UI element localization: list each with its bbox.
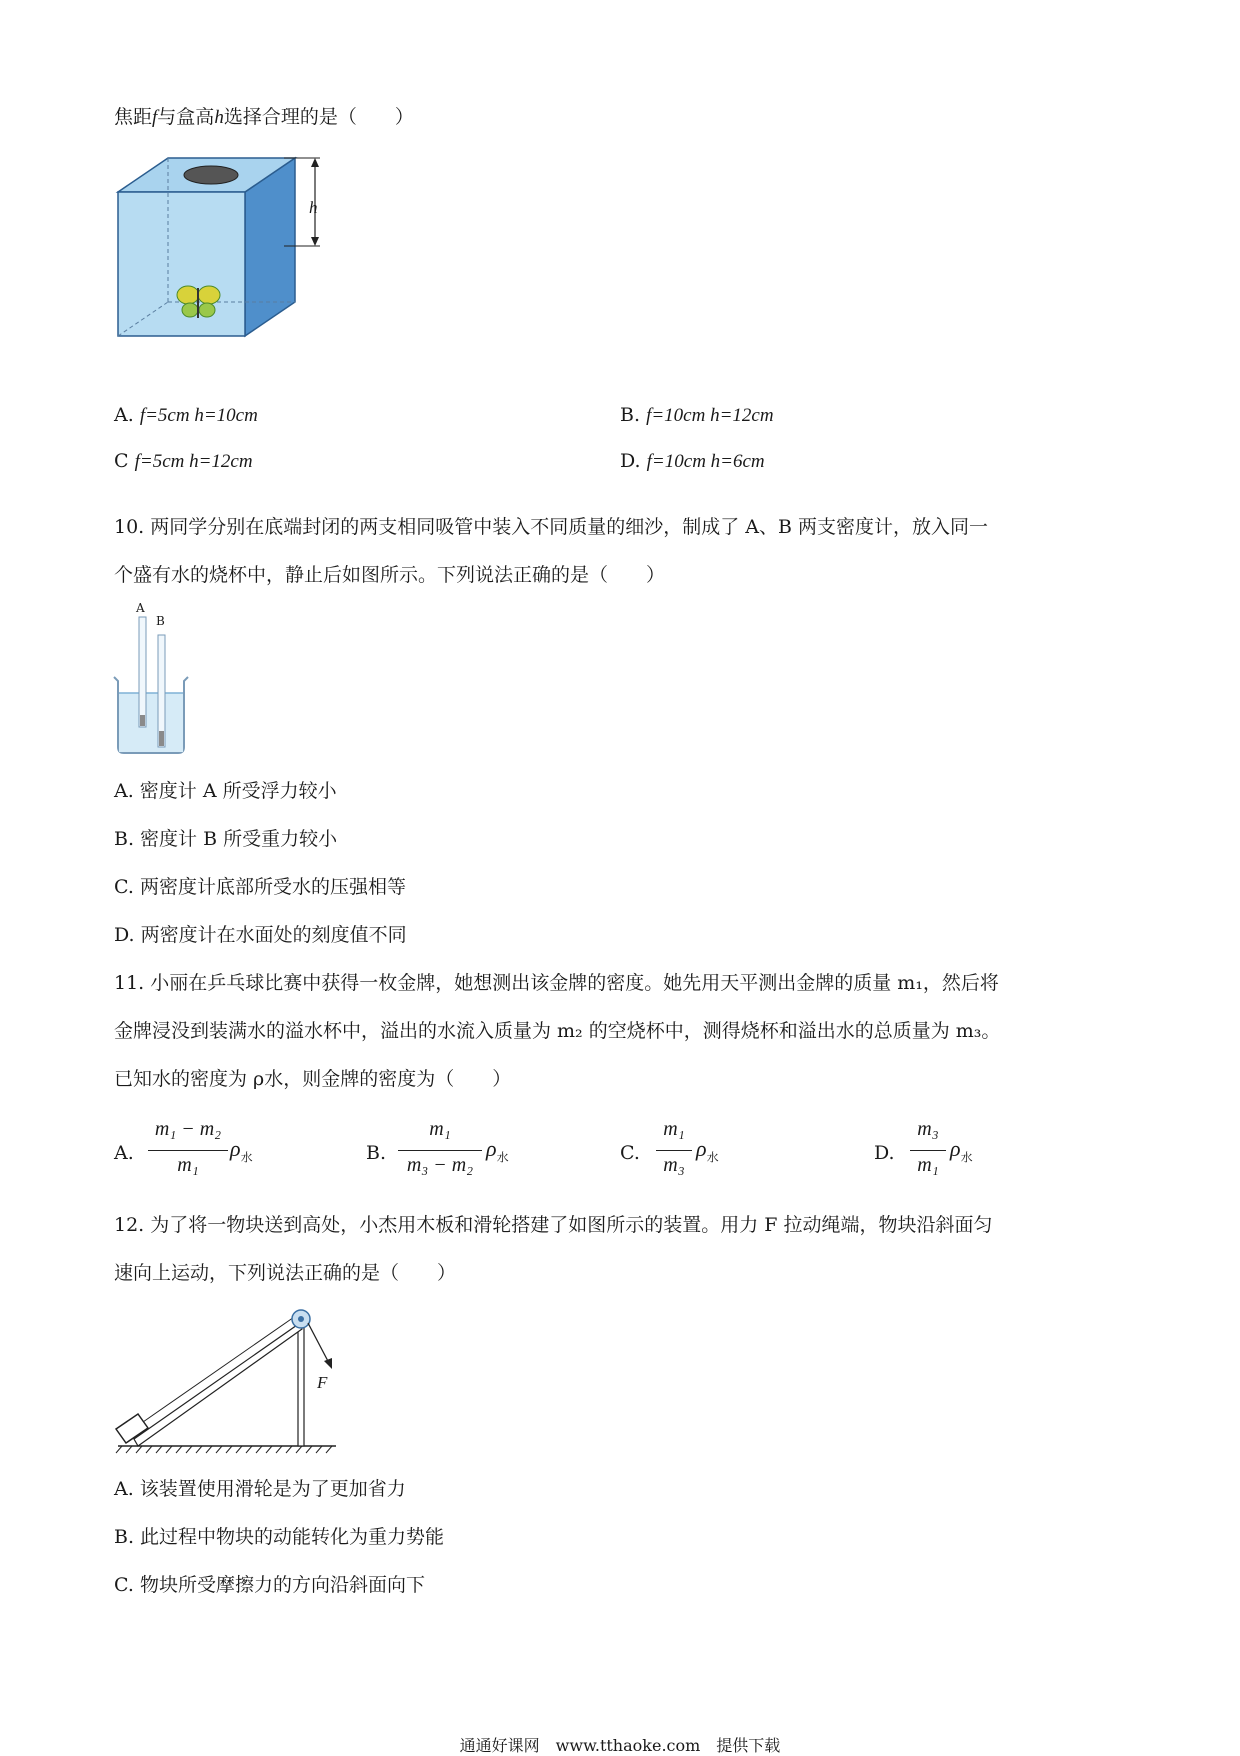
q9-stem: 焦距f与盒高h选择合理的是（ ）	[114, 106, 414, 128]
q10-option-d: D. 两密度计在水面处的刻度值不同	[114, 924, 407, 946]
q10-fig-label-b: B	[156, 614, 165, 628]
q11-option-c-label: C.	[620, 1142, 640, 1164]
q11-option-c-fraction: m₁ m₃	[656, 1118, 692, 1182]
q11-option-d-label: D.	[874, 1142, 895, 1164]
q9-option-b: B. f=10cm h=12cm	[620, 404, 774, 426]
q11-option-a-rho: $\rho_水$	[230, 1136, 253, 1165]
q10-option-b: B. 密度计 B 所受重力较小	[114, 828, 338, 850]
butterfly-icon	[177, 286, 220, 318]
q10-option-c: C. 两密度计底部所受水的压强相等	[114, 876, 406, 898]
q11-option-a-fraction: m₁ − m₂ m₁	[148, 1118, 228, 1182]
q12-stem-line1: 12. 为了将一物块送到高处，小杰用木板和滑轮搭建了如图所示的装置。用力 F 拉动绳端，物块沿斜面匀	[114, 1214, 993, 1236]
q12-option-c: C. 物块所受摩擦力的方向沿斜面向下	[114, 1574, 425, 1596]
q9-option-d: D. f=10cm h=6cm	[620, 450, 765, 472]
q11-stem-line2: 金牌浸没到装满水的溢水杯中，溢出的水流入质量为 m₂ 的空烧杯中，测得烧杯和溢出水的总质量为 m₃。	[114, 1020, 1001, 1042]
q11-option-b-label: B.	[366, 1142, 387, 1164]
q11-option-c-rho: $\rho_水$	[696, 1136, 719, 1165]
q12-incline-figure	[112, 1305, 342, 1455]
q11-stem-line3: 已知水的密度为 ρ水，则金牌的密度为（ ）	[114, 1068, 512, 1090]
q12-stem-line2: 速向上运动，下列说法正确的是（ ）	[114, 1262, 457, 1284]
q12-option-a: A. 该装置使用滑轮是为了更加省力	[114, 1478, 406, 1500]
q10-stem-line2: 个盛有水的烧杯中，静止后如图所示。下列说法正确的是（ ）	[114, 564, 666, 586]
q9-box-figure	[110, 150, 350, 340]
q9-fig-h-label: h	[309, 198, 318, 217]
q11-option-d-rho: $\rho_水$	[950, 1136, 973, 1165]
q12-option-b: B. 此过程中物块的动能转化为重力势能	[114, 1526, 445, 1548]
q11-option-d-fraction: m₃ m₁	[910, 1118, 946, 1182]
q9-option-c: C f=5cm h=12cm	[114, 450, 253, 472]
q11-option-a-label: A.	[114, 1142, 134, 1164]
q10-beaker-figure	[108, 607, 198, 757]
q10-fig-label-a: A	[136, 601, 145, 615]
q11-option-b-fraction: m₁ m₃ − m₂	[398, 1118, 482, 1182]
page-footer: 通通好课网 www.tthaoke.com 提供下载	[459, 1736, 781, 1755]
q10-option-a: A. 密度计 A 所受浮力较小	[114, 780, 337, 802]
q11-stem-line1: 11. 小丽在乒乓球比赛中获得一枚金牌，她想测出该金牌的密度。她先用天平测出金牌的质量 m₁，然后将	[114, 972, 999, 994]
q11-option-b-rho: $\rho_水$	[486, 1136, 509, 1165]
q12-fig-f-label: F	[317, 1373, 328, 1392]
q9-option-a: A. f=5cm h=10cm	[114, 404, 258, 426]
q10-stem-line1: 10. 两同学分别在底端封闭的两支相同吸管中装入不同质量的细沙，制成了 A、B 两支密度计，放入同一	[114, 516, 989, 538]
